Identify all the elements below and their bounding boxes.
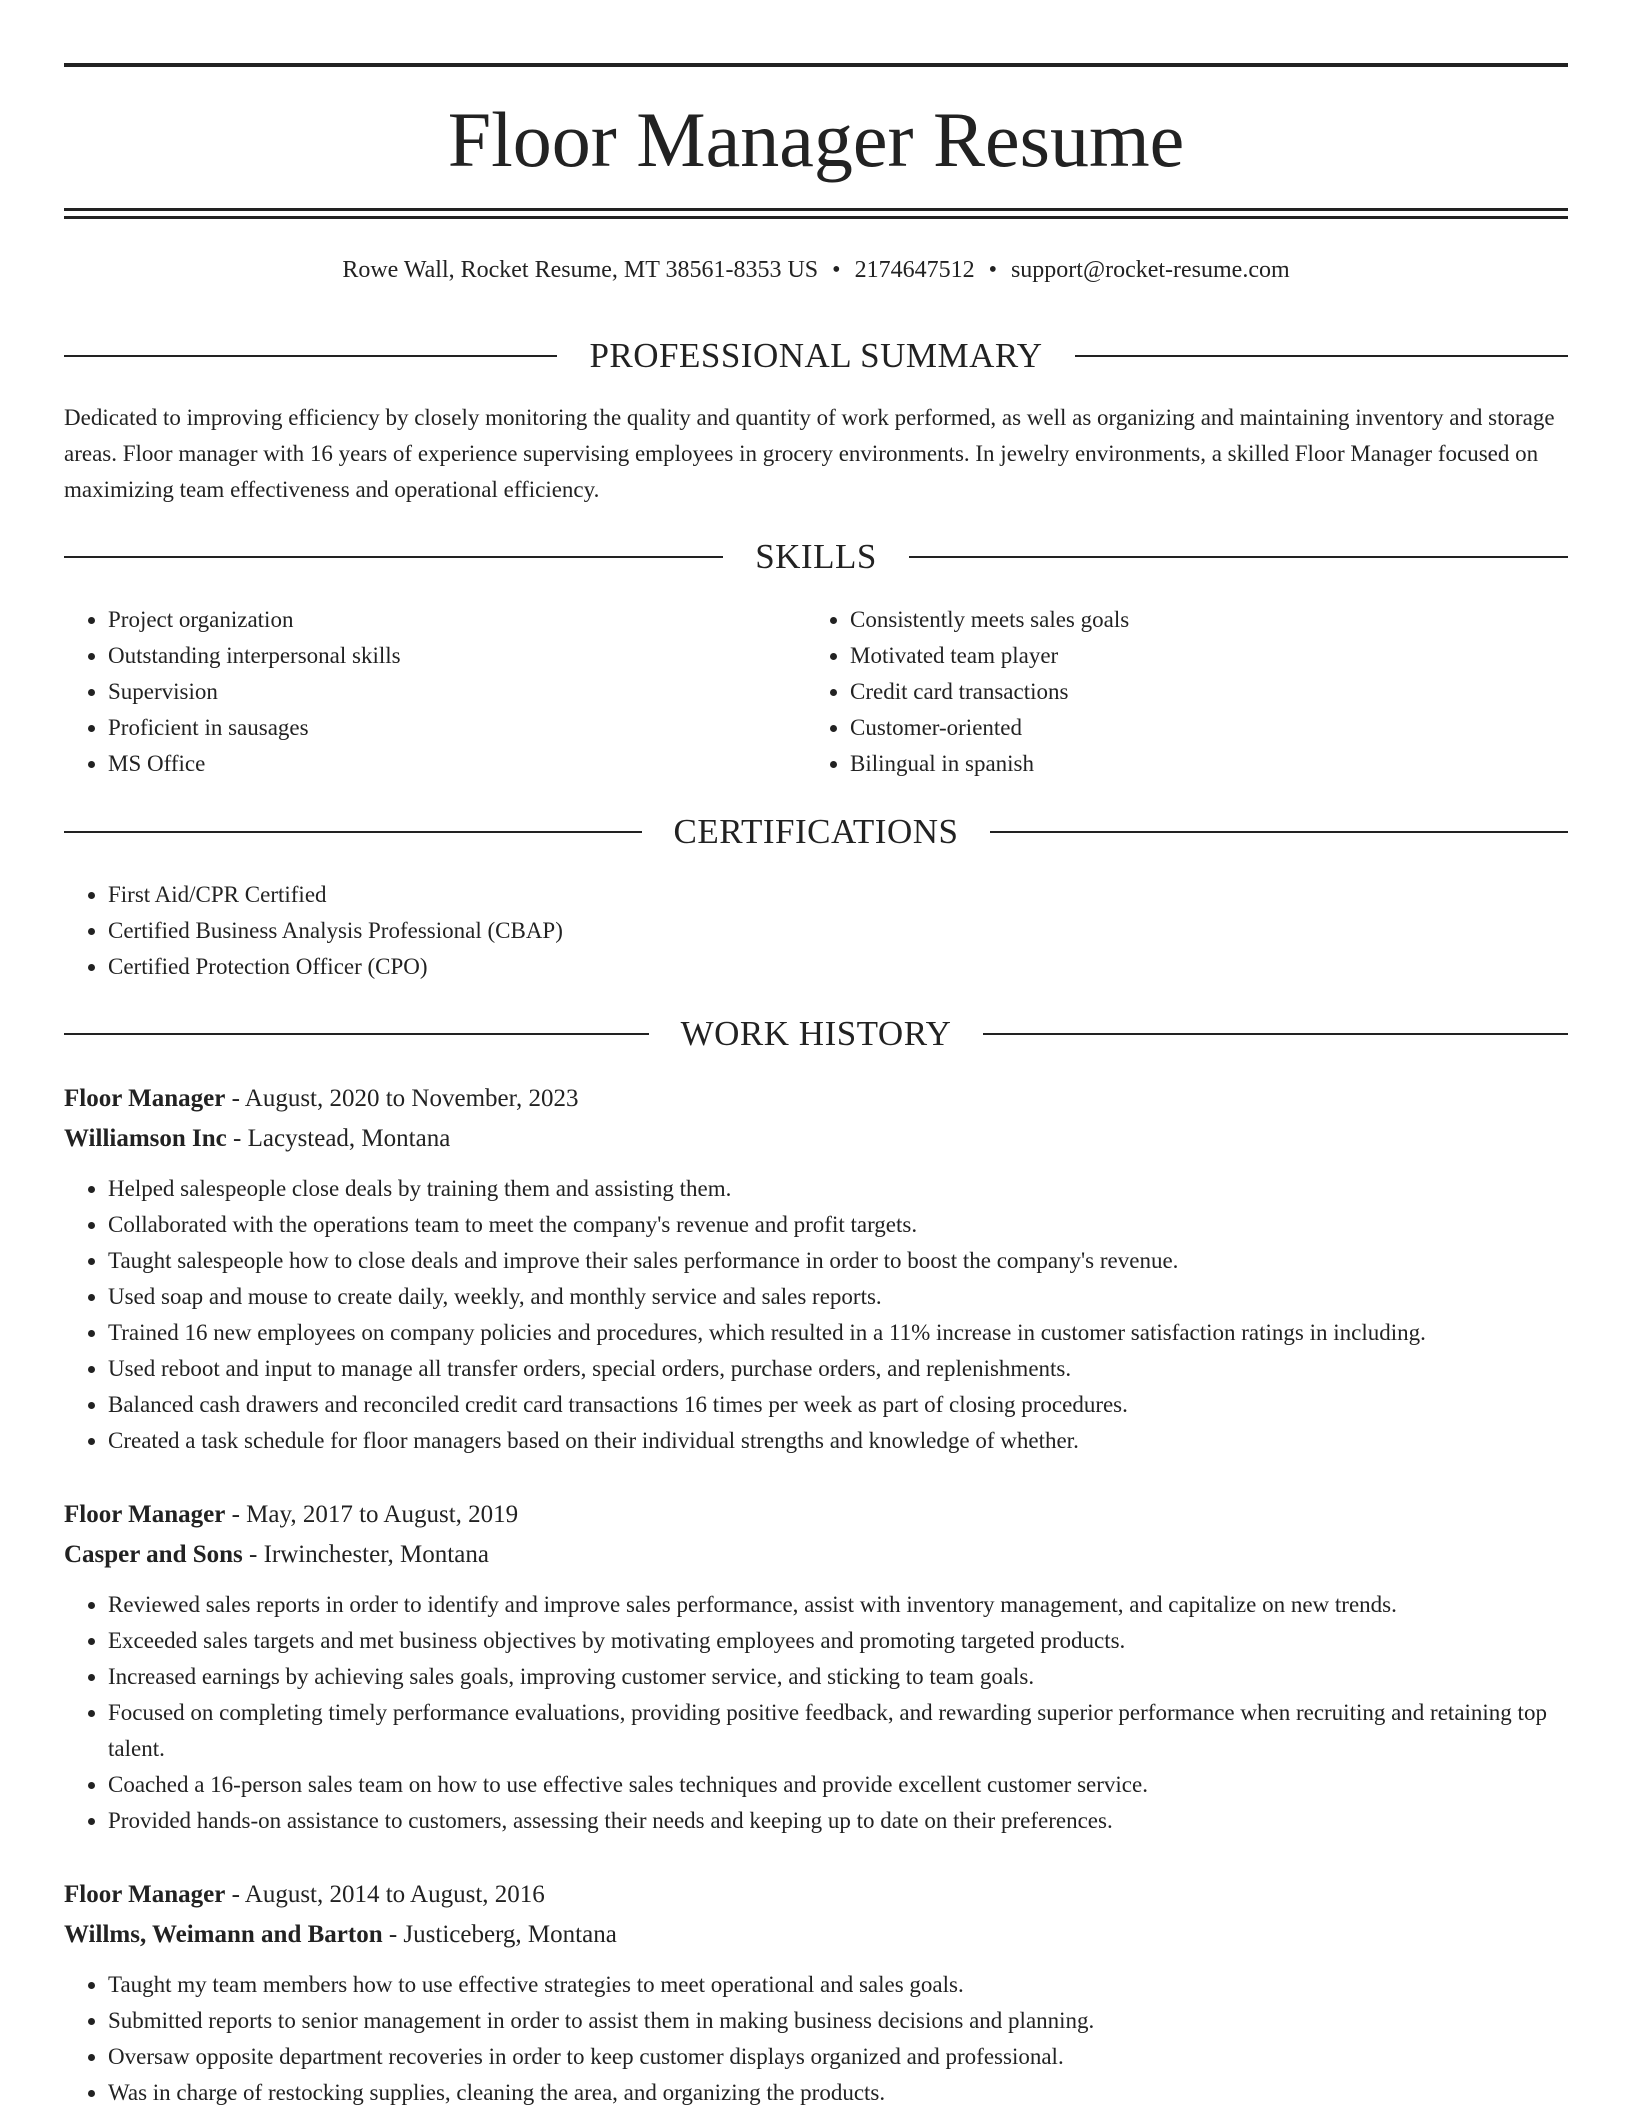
skills-column-right xyxy=(806,602,1506,782)
resume-title: Floor Manager Resume xyxy=(447,96,1185,183)
skill-item: • MS Office xyxy=(108,746,764,782)
skill-item: • Proficient in sausages xyxy=(108,710,764,746)
job-bullet: • Coached a 16-person sales team on how to use effective sales techniques and provide excellent customer service. xyxy=(108,1767,1568,1803)
skill-item: • Motivated team player xyxy=(850,638,1506,674)
contact-phone: 2174647512 xyxy=(854,257,975,283)
job-bullet: • Balanced cash drawers and reconciled credit card transactions 16 times per week as part of closing procedures. xyxy=(108,1387,1568,1423)
certification-item: • Certified Business Analysis Professional (CBAP) xyxy=(108,913,964,949)
job-bullets xyxy=(64,1587,1568,1839)
skill-item: • Supervision xyxy=(108,674,764,710)
section-heading-summary xyxy=(64,336,1568,376)
job-dates: - May, 2017 to August, 2019 xyxy=(225,1501,519,1528)
heading-rule xyxy=(64,1033,649,1035)
certification-item: • Certified Protection Officer (CPO) xyxy=(108,949,964,985)
job-company: Willms, Weimann and Barton xyxy=(64,1921,383,1948)
job-location: - Lacystead, Montana xyxy=(226,1125,451,1152)
title-rule-upper xyxy=(64,208,1568,211)
skills-list xyxy=(64,602,764,782)
job-bullets xyxy=(64,1967,1568,2111)
job-company-line xyxy=(64,1119,1568,1159)
job-bullet: • Taught salespeople how to close deals and improve their sales performance in order to boost the company's revenue. xyxy=(108,1243,1568,1279)
job-title-line xyxy=(64,1495,1568,1535)
skill-item: • Bilingual in spanish xyxy=(850,746,1506,782)
job-location: - Justiceberg, Montana xyxy=(382,1921,617,1948)
job-bullet: • Helped salespeople close deals by training them and assisting them. xyxy=(108,1171,1568,1207)
job-bullet: • Taught my team members how to use effective strategies to meet operational and sales goals. xyxy=(108,1967,1568,2003)
skill-item: • Consistently meets sales goals xyxy=(850,602,1506,638)
title-rule-lower xyxy=(64,216,1568,219)
section-title: SKILLS xyxy=(755,537,877,576)
heading-rule xyxy=(909,556,1568,558)
section-heading-work-history xyxy=(64,1014,1568,1054)
job-bullet: • Collaborated with the operations team to meet the company's revenue and profit targets. xyxy=(108,1207,1568,1243)
job-bullet: • Increased earnings by achieving sales goals, improving customer service, and sticking to team goals. xyxy=(108,1659,1568,1695)
section-heading-certifications xyxy=(64,812,1568,852)
job-company: Casper and Sons xyxy=(64,1541,243,1568)
heading-rule xyxy=(1075,355,1568,357)
job-entry xyxy=(64,1495,1568,1839)
job-title: Floor Manager xyxy=(64,1085,226,1112)
top-rule xyxy=(64,63,1568,67)
job-bullet: • Trained 16 new employees on company policies and procedures, which resulted in a 11% increase in customer satisfaction ratings in including. xyxy=(108,1315,1568,1351)
certifications-block xyxy=(64,877,964,985)
heading-rule xyxy=(64,556,723,558)
job-location: - Irwinchester, Montana xyxy=(242,1541,489,1568)
heading-rule xyxy=(990,831,1568,833)
job-company-line xyxy=(64,1535,1568,1575)
job-title: Floor Manager xyxy=(64,1501,226,1528)
skill-item: • Customer-oriented xyxy=(850,710,1506,746)
heading-rule xyxy=(64,831,642,833)
job-entry xyxy=(64,1079,1568,1459)
job-title: Floor Manager xyxy=(64,1881,226,1908)
skill-item: • Project organization xyxy=(108,602,764,638)
contact-separator: • xyxy=(988,257,997,283)
job-bullet: • Reviewed sales reports in order to identify and improve sales performance, assist with inventory management, and capitalize on new trends. xyxy=(108,1587,1568,1623)
job-bullet: • Oversaw opposite department recoveries in order to keep customer displays organized and professional. xyxy=(108,2039,1568,2075)
summary-text: Dedicated to improving efficiency by closely monitoring the quality and quantity of work performed, as well as organizing and maintaining inventory and storage areas. Floor manager with 16 years of experience supervising employees in grocery environments. In jewelry environments, a skilled Floor Manager focused on maximizing team effectiveness and operational efficiency. xyxy=(64,405,1555,502)
heading-rule xyxy=(64,355,557,357)
job-bullet: • Created a task schedule for floor managers based on their individual strengths and knowledge of whether. xyxy=(108,1423,1568,1459)
job-company: Williamson Inc xyxy=(64,1125,227,1152)
contact-line xyxy=(64,254,1568,286)
job-bullet: • Provided hands-on assistance to customers, assessing their needs and keeping up to date on their preferences. xyxy=(108,1803,1568,1839)
job-bullet: • Focused on completing timely performance evaluations, providing positive feedback, and rewarding superior performance when recruiting and retaining top talent. xyxy=(108,1695,1568,1767)
skills-column-left xyxy=(64,602,764,782)
job-bullet: • Was in charge of restocking supplies, cleaning the area, and organizing the products. xyxy=(108,2075,1568,2111)
job-bullet: • Used soap and mouse to create daily, weekly, and monthly service and sales reports. xyxy=(108,1279,1568,1315)
job-dates: - August, 2020 to November, 2023 xyxy=(225,1085,579,1112)
skill-item: • Credit card transactions xyxy=(850,674,1506,710)
job-bullet: • Used reboot and input to manage all transfer orders, special orders, purchase orders, and replenishments. xyxy=(108,1351,1568,1387)
job-entry xyxy=(64,1875,1568,2111)
certification-item: • First Aid/CPR Certified xyxy=(108,877,964,913)
job-bullets xyxy=(64,1171,1568,1459)
section-heading-skills xyxy=(64,537,1568,577)
section-title: WORK HISTORY xyxy=(680,1014,952,1053)
contact-email: support@rocket-resume.com xyxy=(1010,257,1290,283)
job-dates: - August, 2014 to August, 2016 xyxy=(225,1881,545,1908)
heading-rule xyxy=(983,1033,1568,1035)
skills-list xyxy=(806,602,1506,782)
job-bullet: • Submitted reports to senior management in order to assist them in making business decisions and planning. xyxy=(108,2003,1568,2039)
job-bullet: • Exceeded sales targets and met business objectives by motivating employees and promoting targeted products. xyxy=(108,1623,1568,1659)
section-title: CERTIFICATIONS xyxy=(673,812,959,851)
job-title-line xyxy=(64,1875,1568,1915)
certifications-list xyxy=(64,877,964,985)
section-title: PROFESSIONAL SUMMARY xyxy=(589,336,1043,375)
job-title-line xyxy=(64,1079,1568,1119)
job-company-line xyxy=(64,1915,1568,1955)
contact-separator: • xyxy=(832,257,841,283)
contact-address: Rowe Wall, Rocket Resume, MT 38561-8353 US xyxy=(342,257,819,283)
skill-item: • Outstanding interpersonal skills xyxy=(108,638,764,674)
